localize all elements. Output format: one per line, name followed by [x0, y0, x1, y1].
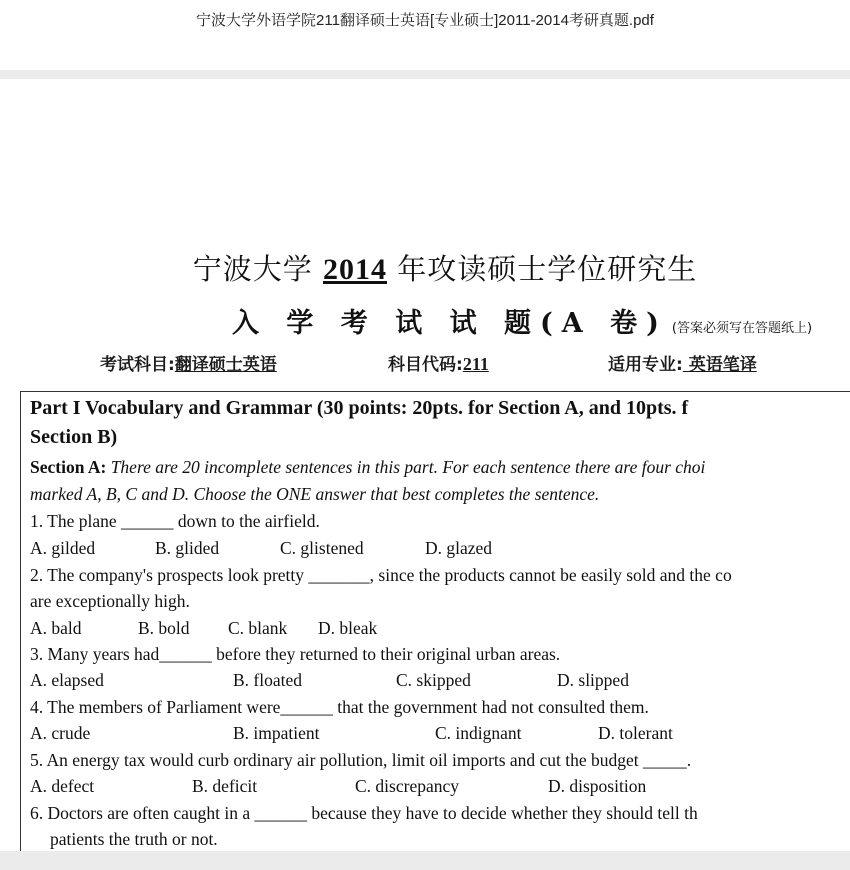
question-6-cont: patients the truth or not.	[50, 829, 218, 849]
viewer-header	[0, 0, 850, 70]
header-separator	[0, 70, 850, 79]
q2-option-b: B. bold	[138, 618, 190, 638]
code-label: 科目代码:	[388, 355, 463, 375]
question-5: 5. An energy tax would curb ordinary air pollution, limit oil imports and cut the budget _____.	[30, 750, 692, 770]
q2-option-a: A. bald	[30, 618, 82, 638]
q3-option-c: C. skipped	[396, 670, 471, 690]
q1-option-c: C. glistened	[280, 538, 364, 558]
question-3: 3. Many years had______ before they returned to their original urban areas.	[30, 644, 561, 664]
part-title-line1: Part I Vocabulary and Grammar (30 points: 20pts. for Section A, and 10pts. f	[30, 397, 689, 419]
section-a-label: Section A:	[30, 457, 107, 477]
q3-option-a: A. elapsed	[30, 670, 104, 690]
exam-subtitle-main: 入 学 考 试 试 题(A 卷)	[232, 308, 668, 339]
subject-value: 翻译硕士英语	[174, 355, 277, 375]
exam-title-post: 年攻读硕士学位研究生	[387, 252, 698, 286]
q5-option-d: D. disposition	[548, 776, 647, 796]
q5-option-b: B. deficit	[192, 776, 258, 796]
section-a-text2: marked A, B, C and D. Choose the ONE answer that best completes the sentence.	[30, 484, 600, 504]
question-4: 4. The members of Parliament were______ that the government had not consulted them.	[30, 697, 649, 717]
exam-year: 2014	[323, 253, 387, 286]
q2-option-c: C. blank	[228, 618, 288, 638]
q1-option-a: A. gilded	[30, 538, 96, 558]
bottom-bar	[0, 851, 850, 870]
question-2: 2. The company's prospects look pretty _______, since the products cannot be easily sold and the co	[30, 565, 732, 585]
q1-option-d: D. glazed	[425, 538, 493, 558]
part-title-line2: Section B)	[30, 426, 118, 448]
subject-label: 考试科目:	[100, 355, 175, 375]
section-a-instruction	[30, 457, 705, 478]
major-value: 英语笔译	[682, 355, 757, 375]
exam-title	[0, 247, 850, 288]
exam-title-pre: 宁波大学	[192, 252, 323, 286]
document-title: 宁波大学外语学院211翻译硕士英语[专业硕士]2011-2014考研真题.pdf	[196, 12, 654, 29]
q4-option-a: A. crude	[30, 723, 91, 743]
q2-option-d: D. bleak	[318, 618, 378, 638]
q4-option-d: D. tolerant	[598, 723, 673, 743]
q3-option-b: B. floated	[233, 670, 303, 690]
question-1: 1. The plane ______ down to the airfield.	[30, 511, 320, 531]
exam-subtitle	[232, 301, 812, 340]
subject-field	[100, 350, 277, 375]
pdf-page	[0, 79, 850, 851]
q1-option-b: B. glided	[155, 538, 220, 558]
major-field	[608, 350, 757, 375]
question-6: 6. Doctors are often caught in a ______ because they have to decide whether they should tell th	[30, 803, 698, 823]
code-value: 211	[462, 354, 489, 374]
major-label: 适用专业:	[608, 355, 683, 375]
q4-option-b: B. impatient	[233, 723, 320, 743]
question-2-cont: are exceptionally high.	[30, 591, 190, 611]
q3-option-d: D. slipped	[557, 670, 629, 690]
q5-option-c: C. discrepancy	[355, 776, 459, 796]
q4-option-c: C. indignant	[435, 723, 522, 743]
code-field	[388, 350, 489, 375]
answer-note: (答案必须写在答题纸上)	[671, 321, 813, 336]
section-a-text1: There are 20 incomplete sentences in this part. For each sentence there are four choi	[106, 457, 706, 477]
q5-option-a: A. defect	[30, 776, 95, 796]
